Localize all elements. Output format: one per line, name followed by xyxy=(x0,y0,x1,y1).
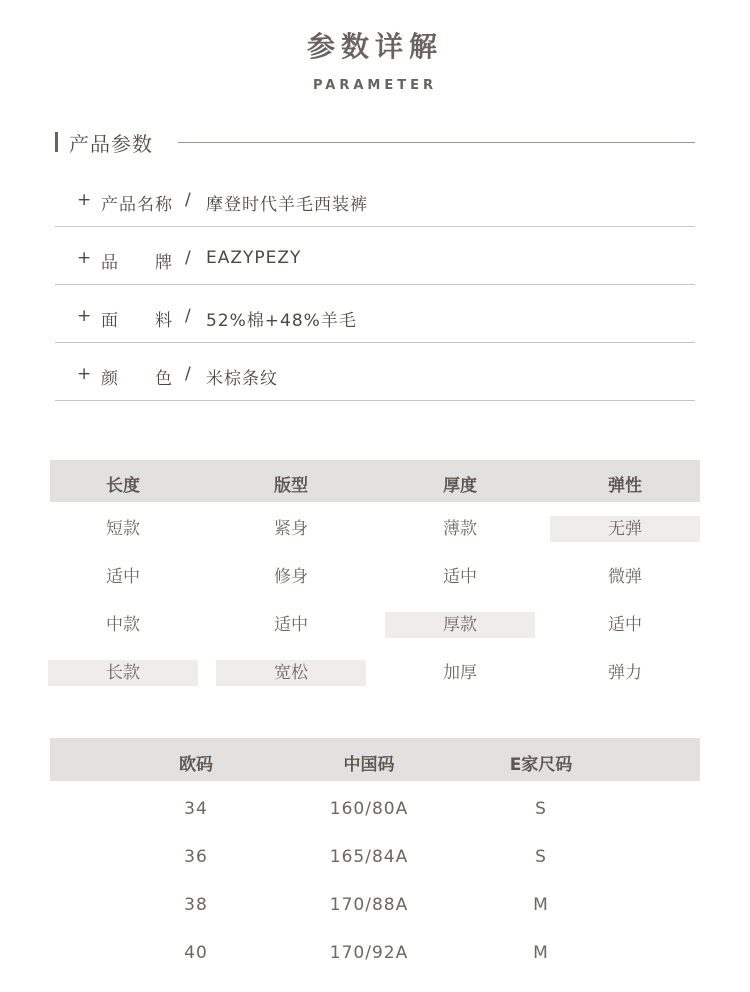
attribute-option: 微弹 xyxy=(608,567,642,587)
section-accent-bar xyxy=(55,132,58,152)
attribute-option: 中款 xyxy=(106,615,140,635)
page-subtitle: PARAMETER xyxy=(312,78,438,93)
table-row xyxy=(50,502,700,550)
cn-size-cell: 170/88A xyxy=(329,895,409,915)
brand-size-cell: M xyxy=(533,895,549,915)
cn-size-cell: 165/84A xyxy=(329,847,409,867)
param-row-color xyxy=(55,346,695,401)
plus-icon: + xyxy=(77,248,93,268)
attribute-option-selected: 长款 xyxy=(48,660,198,686)
cn-size-cell: 170/92A xyxy=(329,943,409,963)
param-separator: / xyxy=(185,190,192,210)
table-row xyxy=(50,598,700,646)
param-label: 面 料 xyxy=(101,311,173,331)
section-divider xyxy=(178,142,695,143)
eu-size-cell: 36 xyxy=(184,847,208,867)
brand-size-cell: S xyxy=(535,847,547,867)
column-header-thickness: 厚度 xyxy=(443,476,477,496)
size-table-header xyxy=(50,738,700,781)
param-label: 产品名称 xyxy=(101,195,173,215)
table-row xyxy=(50,781,700,829)
param-separator: / xyxy=(185,306,192,326)
attribute-option: 短款 xyxy=(106,519,140,539)
param-separator: / xyxy=(185,364,192,384)
eu-size-cell: 40 xyxy=(184,943,208,963)
attribute-option: 加厚 xyxy=(443,663,477,683)
param-value: 摩登时代羊毛西装裤 xyxy=(206,195,368,215)
column-header-brand-size: E家尺码 xyxy=(509,755,573,775)
param-row-brand xyxy=(55,230,695,285)
attribute-option: 修身 xyxy=(274,567,308,587)
param-separator: / xyxy=(185,248,192,268)
table-row xyxy=(50,829,700,877)
attribute-option: 弹力 xyxy=(608,663,642,683)
table-row xyxy=(50,925,700,973)
attribute-option-selected: 无弹 xyxy=(550,516,700,542)
attribute-option: 适中 xyxy=(274,615,308,635)
column-header-cn-size: 中国码 xyxy=(343,755,395,775)
param-label: 品 牌 xyxy=(101,253,173,273)
attribute-option: 适中 xyxy=(106,567,140,587)
column-header-elasticity: 弹性 xyxy=(608,476,642,496)
attribute-table xyxy=(50,460,700,694)
attribute-option: 薄款 xyxy=(443,519,477,539)
product-params-list xyxy=(55,172,695,404)
param-row-fabric xyxy=(55,288,695,343)
brand-size-cell: M xyxy=(533,943,549,963)
plus-icon: + xyxy=(77,364,93,384)
attribute-option: 适中 xyxy=(608,615,642,635)
table-row xyxy=(50,877,700,925)
size-table xyxy=(50,738,700,973)
attribute-option-selected: 厚款 xyxy=(385,612,535,638)
eu-size-cell: 38 xyxy=(184,895,208,915)
attribute-option-selected: 宽松 xyxy=(216,660,366,686)
param-value: 52%棉+48%羊毛 xyxy=(206,311,357,331)
eu-size-cell: 34 xyxy=(184,799,208,819)
section-header xyxy=(55,126,695,158)
attribute-option: 适中 xyxy=(443,567,477,587)
param-value: 米棕条纹 xyxy=(206,369,278,389)
attribute-table-header xyxy=(50,460,700,502)
plus-icon: + xyxy=(77,306,93,326)
plus-icon: + xyxy=(77,190,93,210)
column-header-length: 长度 xyxy=(106,476,140,496)
section-title: 产品参数 xyxy=(69,132,153,156)
param-value: EAZYPEZY xyxy=(206,248,302,268)
table-row xyxy=(50,646,700,694)
page-title: 参数详解 xyxy=(306,30,443,63)
brand-size-cell: S xyxy=(535,799,547,819)
param-row-name xyxy=(55,172,695,227)
attribute-option: 紧身 xyxy=(274,519,308,539)
param-label: 颜 色 xyxy=(101,369,173,389)
cn-size-cell: 160/80A xyxy=(329,799,409,819)
table-row xyxy=(50,550,700,598)
column-header-eu-size: 欧码 xyxy=(179,755,213,775)
column-header-fit: 版型 xyxy=(274,476,308,496)
